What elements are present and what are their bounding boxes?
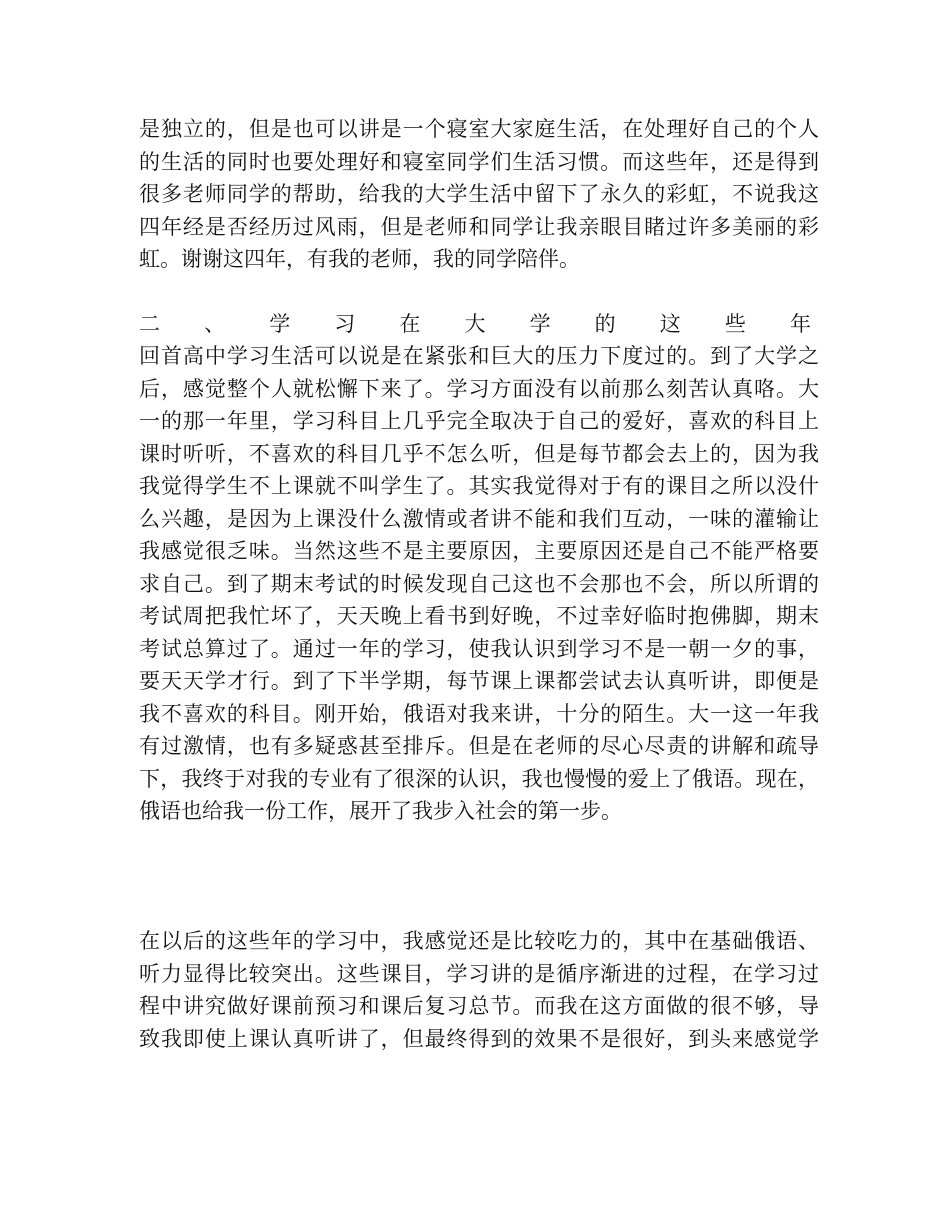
text-line: 课时听听，不喜欢的科目几乎不怎么听，但是每节都会去上的，因为我 — [139, 441, 819, 466]
heading-char: 二 — [139, 312, 160, 336]
text-line: 四年经是否经历过风雨，但是老师和同学让我亲眼目睹过许多美丽的彩 — [139, 214, 819, 239]
text-line: 要天天学才行。到了下半学期，每节课上课都尝试去认真听讲，即便是 — [139, 669, 819, 693]
text-line: 俄语也给我一份工作，展开了我步入社会的第一步。 — [139, 799, 622, 823]
text-line: 考试总算过了。通过一年的学习，使我认识到学习不是一朝一夕的事， — [139, 636, 819, 661]
text-line: 么兴趣，是因为上课没什么激情或者讲不能和我们互动，一味的灌输让 — [139, 506, 819, 531]
text-line: 是独立的，但是也可以讲是一个寝室大家庭生活，在处理好自己的个人 — [139, 117, 819, 141]
heading-char: 在 — [399, 312, 421, 336]
heading-char: 的 — [594, 312, 616, 336]
heading-char: 、 — [204, 312, 226, 336]
heading-char: 学 — [269, 312, 291, 336]
text-line: 程中讲究做好课前预习和课后复习总节。而我在这方面做的很不够，导 — [139, 994, 819, 1018]
heading-char: 这 — [659, 312, 681, 336]
section-heading — [139, 308, 819, 341]
text-line: 后，感觉整个人就松懈下来了。学习方面没有以前那么刻苦认真咯。大 — [139, 376, 819, 401]
text-line: 致我即使上课认真听讲了，但最终得到的效果不是很好，到头来感觉学 — [139, 1026, 819, 1051]
text-line: 回首高中学习生活可以说是在紧张和巨大的压力下度过的。到了大学之 — [139, 344, 819, 368]
heading-char: 学 — [529, 312, 551, 336]
heading-char: 年 — [789, 312, 811, 336]
text-line: 下，我终于对我的专业有了很深的认识，我也慢慢的爱上了俄语。现在， — [139, 766, 819, 791]
text-line: 很多老师同学的帮助，给我的大学生活中留下了永久的彩虹，不说我这 — [139, 182, 819, 206]
text-line: 求自己。到了期末考试的时候发现自己这也不会那也不会，所以所谓的 — [139, 571, 819, 596]
text-line: 的生活的同时也要处理好和寝室同学们生活习惯。而这些年，还是得到 — [139, 149, 819, 174]
heading-char: 大 — [464, 312, 486, 336]
text-line: 有过激情，也有多疑惑甚至排斥。但是在老师的尽心尽责的讲解和疏导 — [139, 734, 819, 758]
text-line: 听力显得比较突出。这些课目，学习讲的是循序渐进的过程，在学习过 — [139, 961, 819, 986]
heading-char: 习 — [334, 312, 356, 336]
heading-char: 些 — [724, 312, 746, 336]
text-line: 我觉得学生不上课就不叫学生了。其实我觉得对于有的课目之所以没什 — [139, 474, 819, 498]
paragraph-later-years — [139, 925, 819, 1055]
text-line: 一的那一年里，学习科目上几乎完全取决于自己的爱好，喜欢的科目上 — [139, 409, 819, 433]
text-line: 考试周把我忙坏了，天天晚上看书到好晚，不过幸好临时抱佛脚，期末 — [139, 604, 819, 628]
section-heading-line — [139, 308, 811, 341]
paragraph-dorm-life — [139, 113, 819, 276]
text-line: 我感觉很乏味。当然这些不是主要原因，主要原因还是自己不能严格要 — [139, 539, 819, 563]
text-line: 我不喜欢的科目。刚开始，俄语对我来讲，十分的陌生。大一这一年我 — [139, 701, 819, 726]
text-line: 虹。谢谢这四年，有我的老师，我的同学陪伴。 — [139, 247, 580, 271]
paragraph-study — [139, 340, 819, 828]
text-line: 在以后的这些年的学习中，我感觉还是比较吃力的，其中在基础俄语、 — [139, 929, 819, 953]
